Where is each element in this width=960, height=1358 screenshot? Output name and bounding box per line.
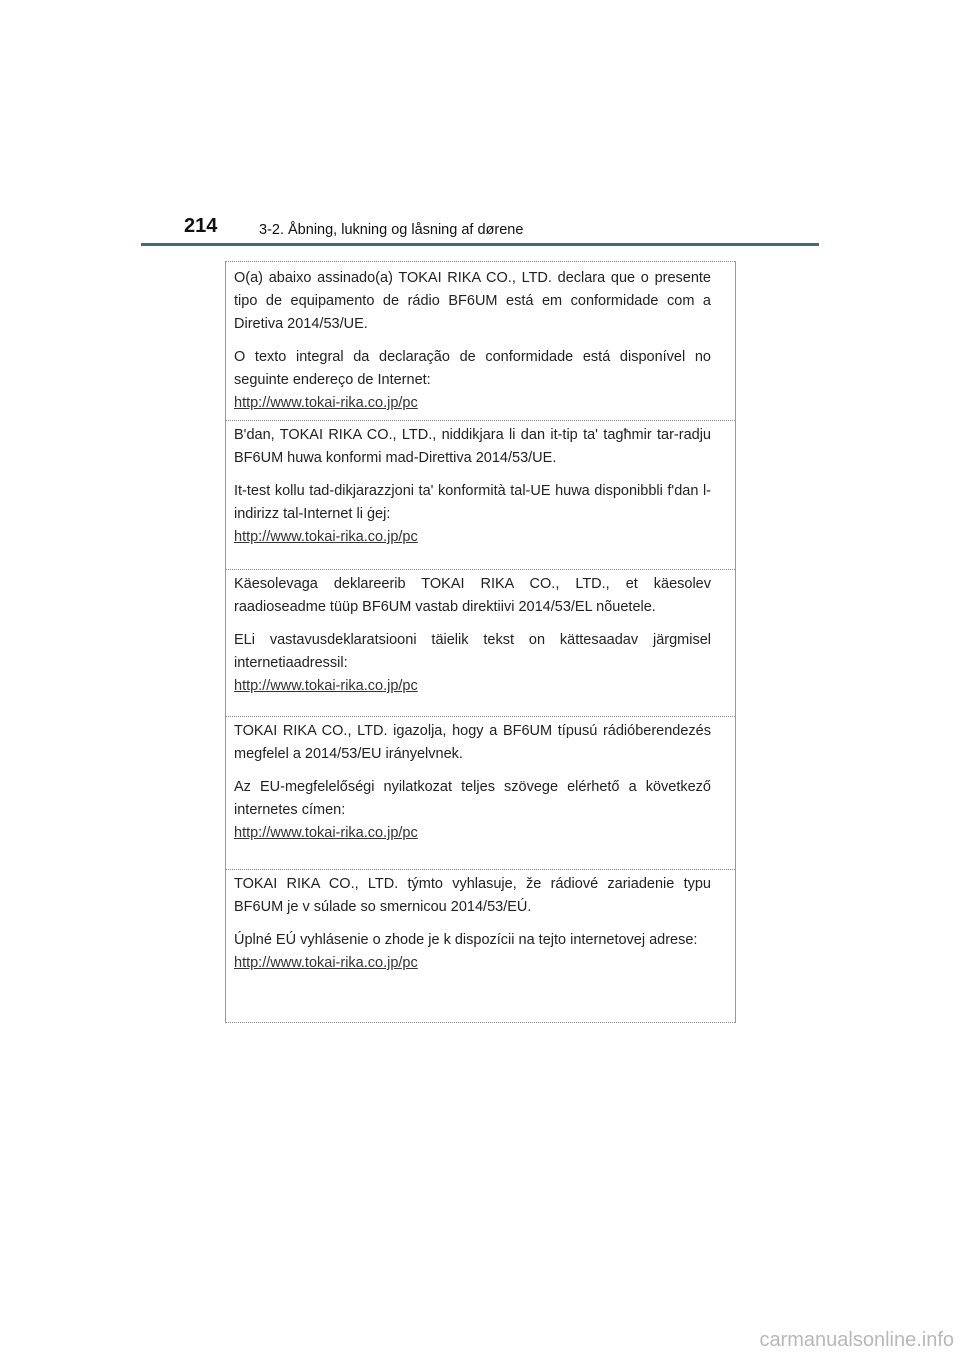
declaration-url-link[interactable]: http://www.tokai-rika.co.jp/pc: [234, 825, 418, 841]
declaration-text: TOKAI RIKA CO., LTD. týmto vyhlasuje, že rádiové zariadenie typu BF6UM je v súlade so smernicou 2014/53/EÚ.: [234, 876, 711, 915]
declaration-text: TOKAI RIKA CO., LTD. igazolja, hogy a BF6UM típusú rádióberendezés megfelel a 2014/53/EU irányelvnek.: [234, 723, 711, 762]
declaration-text: O(a) abaixo assinado(a) TOKAI RIKA CO., LTD. declara que o presente tipo de equipamento de rádio BF6UM está em conformidade com a Diretiva 2014/53/UE.: [234, 270, 711, 332]
declaration-url-link[interactable]: http://www.tokai-rika.co.jp/pc: [234, 955, 418, 971]
page-header: [0, 0, 960, 250]
declaration-availability-text: Úplné EÚ vyhlásenie o zhode je k dispozícii na tejto internetovej adrese:: [234, 932, 698, 948]
declaration-availability-text: O texto integral da declaração de conformidade está disponível no seguinte endereço de Internet:: [234, 349, 711, 388]
declaration-url-link[interactable]: http://www.tokai-rika.co.jp/pc: [234, 678, 418, 694]
declaration-block-portuguese: [226, 261, 735, 421]
declaration-url-link[interactable]: http://www.tokai-rika.co.jp/pc: [234, 529, 418, 545]
declaration-block-estonian: [226, 570, 735, 717]
declaration-availability-text: Az EU-megfelelőségi nyilatkozat teljes szövege elérhető a következő internetes címen:: [234, 779, 711, 818]
declaration-availability-text: ELi vastavusdeklaratsiooni täielik tekst on kättesaadav järgmisel internetiaadressil:: [234, 632, 711, 671]
declaration-url-link[interactable]: http://www.tokai-rika.co.jp/pc: [234, 395, 418, 411]
declaration-text: Käesolevaga deklareerib TOKAI RIKA CO., LTD., et käesolev raadioseadme tüüp BF6UM vastab direktiivi 2014/53/EL nõuetele.: [234, 576, 711, 615]
declaration-block-maltese: [226, 421, 735, 570]
section-title: 3-2. Åbning, lukning og låsning af dørene: [259, 222, 524, 238]
header-divider: [141, 243, 819, 246]
declaration-availability-text: It-test kollu tad-dikjarazzjoni ta' konformità tal-UE huwa disponibbli f'dan l-indirizz tal-Internet li ġej:: [234, 483, 711, 522]
declaration-box: [225, 261, 736, 1023]
declaration-block-hungarian: [226, 717, 735, 870]
declaration-text: B'dan, TOKAI RIKA CO., LTD., niddikjara li dan it-tip ta' tagħmir tar-radju BF6UM huwa konformi mad-Direttiva 2014/53/UE.: [234, 427, 711, 466]
page-number: 214: [184, 215, 218, 237]
site-watermark: carmanualsonline.info: [759, 1329, 954, 1351]
declaration-block-slovak: [226, 870, 735, 1023]
